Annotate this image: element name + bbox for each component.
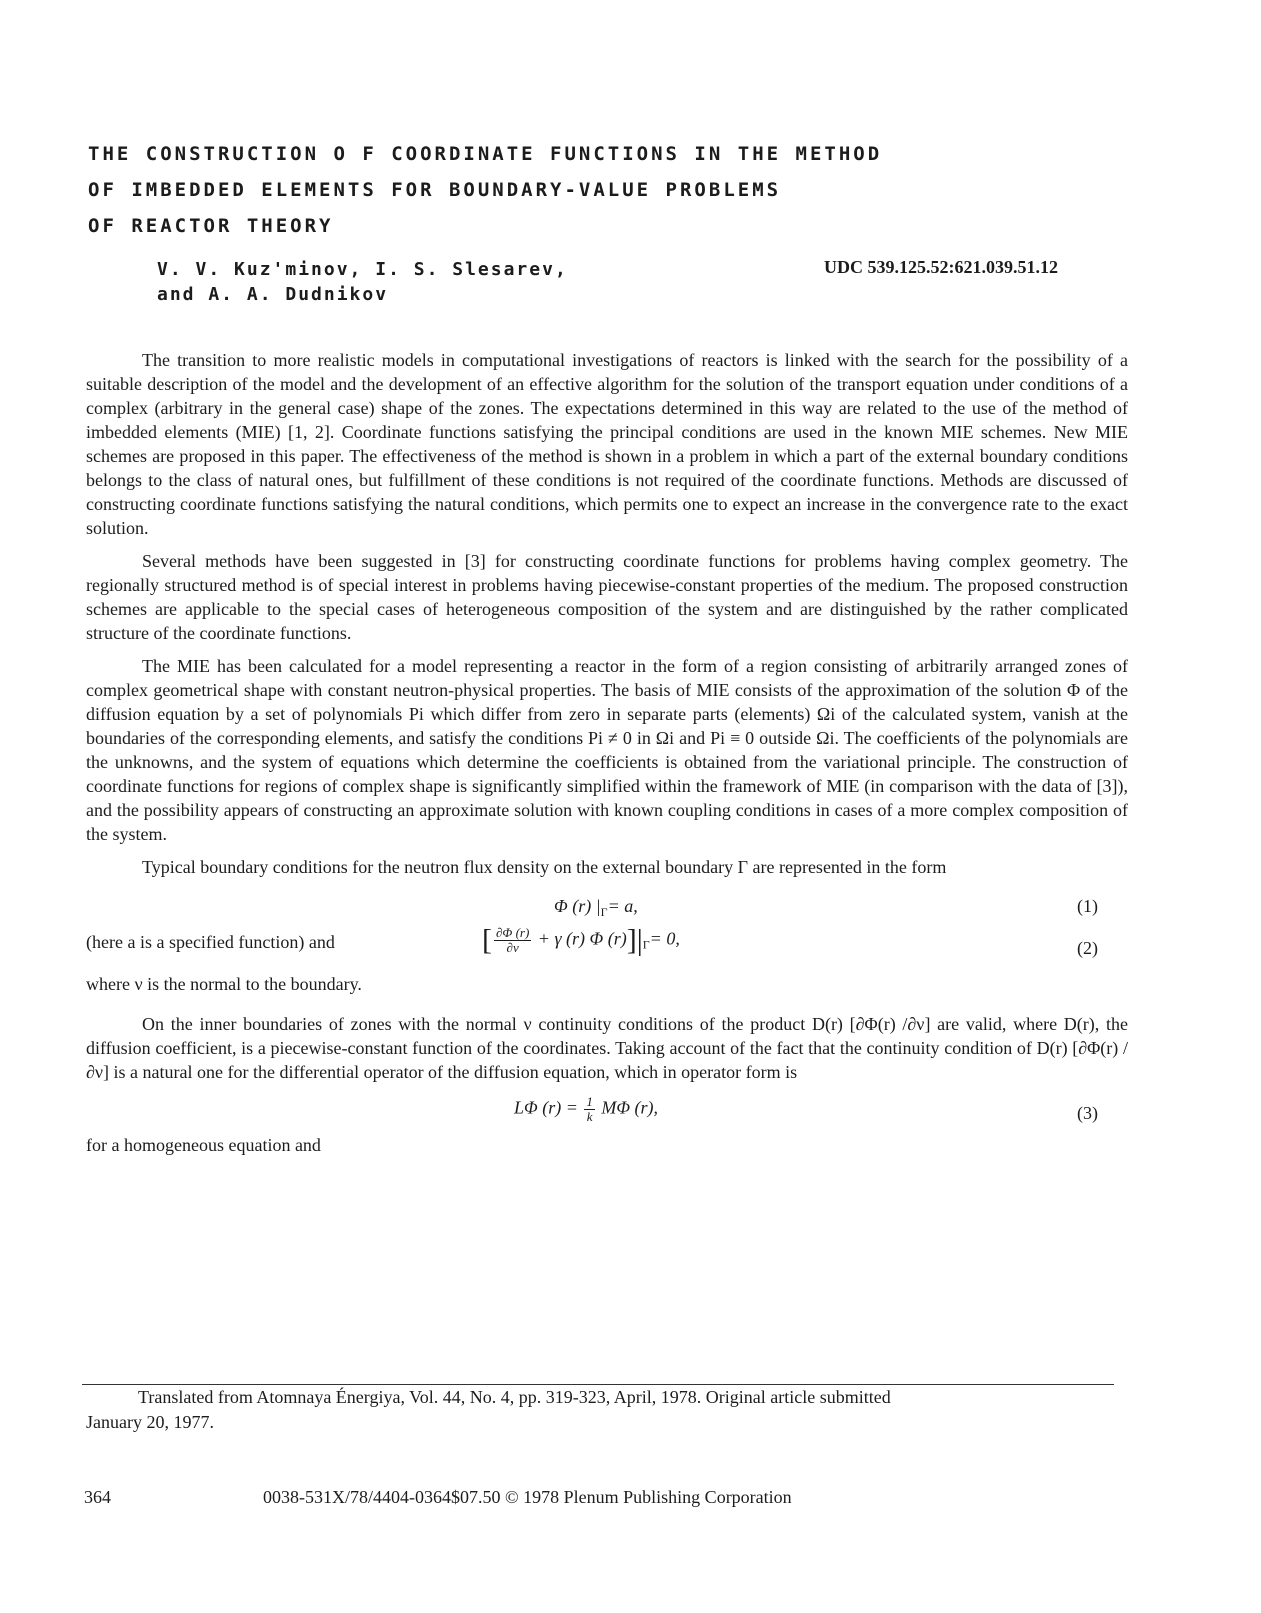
copyright-line: 0038-531X/78/4404-0364$07.50 © 1978 Plenum Publishing Corporation (263, 1487, 792, 1507)
equation-3-lhs: LΦ (r) = (514, 1097, 578, 1118)
equation-2-body (482, 923, 680, 957)
paragraph-5: where ν is the normal to the boundary. (86, 974, 362, 994)
equation-2-denominator: ∂ν (506, 940, 519, 955)
equation-1 (86, 888, 1128, 924)
equation-3 (86, 1093, 1128, 1133)
equation-2-fraction (494, 926, 531, 955)
equation-3-number: (3) (1077, 1103, 1098, 1123)
paragraph-3: The MIE has been calculated for a model representing a reactor in the form of a region consisting of arbitrarily arranged zones of complex geometrical shape with constant neutron-physical properties. The basis of MIE consists of the approximation of the solution Φ of the diffusion equation by a set of polynomials Pi which differ from zero in separate parts (elements) Ωi of the calculated system, vanish at the boundaries of the corresponding elements, and satisfy the conditions Pi ≠ 0 in Ωi and Pi ≡ 0 outside Ωi. The coefficients of the polynomials are the unknowns, and the system of equations which determine the coefficients is obtained from the variational principle. The construction of coordinate functions for regions of complex shape is significantly simplified within the framework of MIE (in comparison with the data of [3]), and the possibility appears of constructing an approximate solution with known coupling conditions in cases of a more complex composition of the system. (86, 656, 1128, 844)
paragraph-6: On the inner boundaries of zones with the normal ν continuity conditions of the product D(r) [∂Φ(r) /∂ν] are valid, where D(r), the diffusion coefficient, is a piecewise-constant function of the coordinates. Taking account of the fact that the continuity condition of D(r) [∂Φ(r) /∂ν] is a natural one for the differential operator of the diffusion equation, which in operator form is (86, 1014, 1128, 1082)
equation-2-close-bracket: ]| (626, 923, 643, 957)
title-line-1: THE CONSTRUCTION O F COORDINATE FUNCTIONS IN THE METHOD (88, 143, 883, 165)
title-line-2: OF IMBEDDED ELEMENTS FOR BOUNDARY-VALUE PROBLEMS (88, 179, 782, 201)
authors-line-1: V. V. Kuz'minov, I. S. Slesarev, (157, 259, 568, 280)
paragraph-2: Several methods have been suggested in [3] for constructing coordinate functions for problems having complex geometry. The regionally structured method is of special interest in problems having piecewise-constant properties of the medium. The proposed construction schemes are applicable to the special cases of heterogeneous composition of the system and are distinguished by the rather complicated structure of the coordinate functions. (86, 551, 1128, 643)
title-line-3: OF REACTOR THEORY (88, 215, 334, 237)
paragraph-4: Typical boundary conditions for the neutron flux density on the external boundary Γ are represented in the form (142, 857, 947, 877)
udc-code: UDC 539.125.52:621.039.51.12 (824, 257, 1058, 277)
authors-line-2: and A. A. Dudnikov (157, 284, 389, 305)
equation-1-sub: Γ (600, 905, 608, 919)
equation-1-rhs: = a, (607, 896, 638, 916)
footnote-line-1: Translated from Atomnaya Énergiya, Vol. 44, No. 4, pp. 319-323, April, 1978. Original article submitted (138, 1387, 891, 1407)
article-body (86, 348, 1128, 1166)
equation-2-sub: Γ (642, 937, 650, 952)
equation-1-lhs: Φ (r) | (554, 896, 601, 916)
equation-3-body (514, 1095, 658, 1124)
equation-2-rhs: = 0, (649, 928, 680, 949)
equation-1-number: (1) (1077, 896, 1098, 916)
equation-2-number: (2) (1077, 938, 1098, 958)
translation-footnote (86, 1385, 1126, 1435)
equation-3-denominator: k (586, 1109, 593, 1124)
paragraph-1: The transition to more realistic models in computational investigations of reactors is linked with the search for the possibility of a suitable description of the model and the development of an effective algorithm for the solution of the transport equation under conditions of a complex (arbitrary in the general case) shape of the zones. The expectations determined in this way are related to the use of the method of imbedded elements (MIE) [1, 2]. Coordinate functions satisfying the principal conditions are used in the known MIE schemes. New MIE schemes are proposed in this paper. The effectiveness of the method is shown in a problem in which a part of the external boundary conditions belongs to the class of natural ones, but fulfillment of these conditions is not required of the coordinate functions. Methods are discussed of constructing coordinate functions satisfying the natural conditions, which permits one to expect an increase in the convergence rate to the exact solution. (86, 350, 1128, 538)
author-list (157, 257, 568, 307)
equation-2-numerator: ∂Φ (r) (496, 925, 530, 940)
page-number: 364 (84, 1487, 111, 1507)
footnote-line-2: January 20, 1977. (86, 1412, 214, 1432)
equation-2 (86, 924, 1128, 972)
equation-3-rhs: MΦ (r), (601, 1097, 659, 1118)
equation-1-body (554, 894, 638, 924)
equation-3-numerator: 1 (586, 1094, 593, 1109)
equation-3-fraction (584, 1095, 595, 1124)
equation-2-lead: (here a is a specified function) and (86, 932, 335, 952)
article-title (88, 136, 1088, 244)
paragraph-7: for a homogeneous equation and (86, 1135, 321, 1155)
equation-2-middle: + γ (r) Φ (r) (537, 928, 627, 949)
equation-2-open-bracket: [ (482, 923, 492, 957)
